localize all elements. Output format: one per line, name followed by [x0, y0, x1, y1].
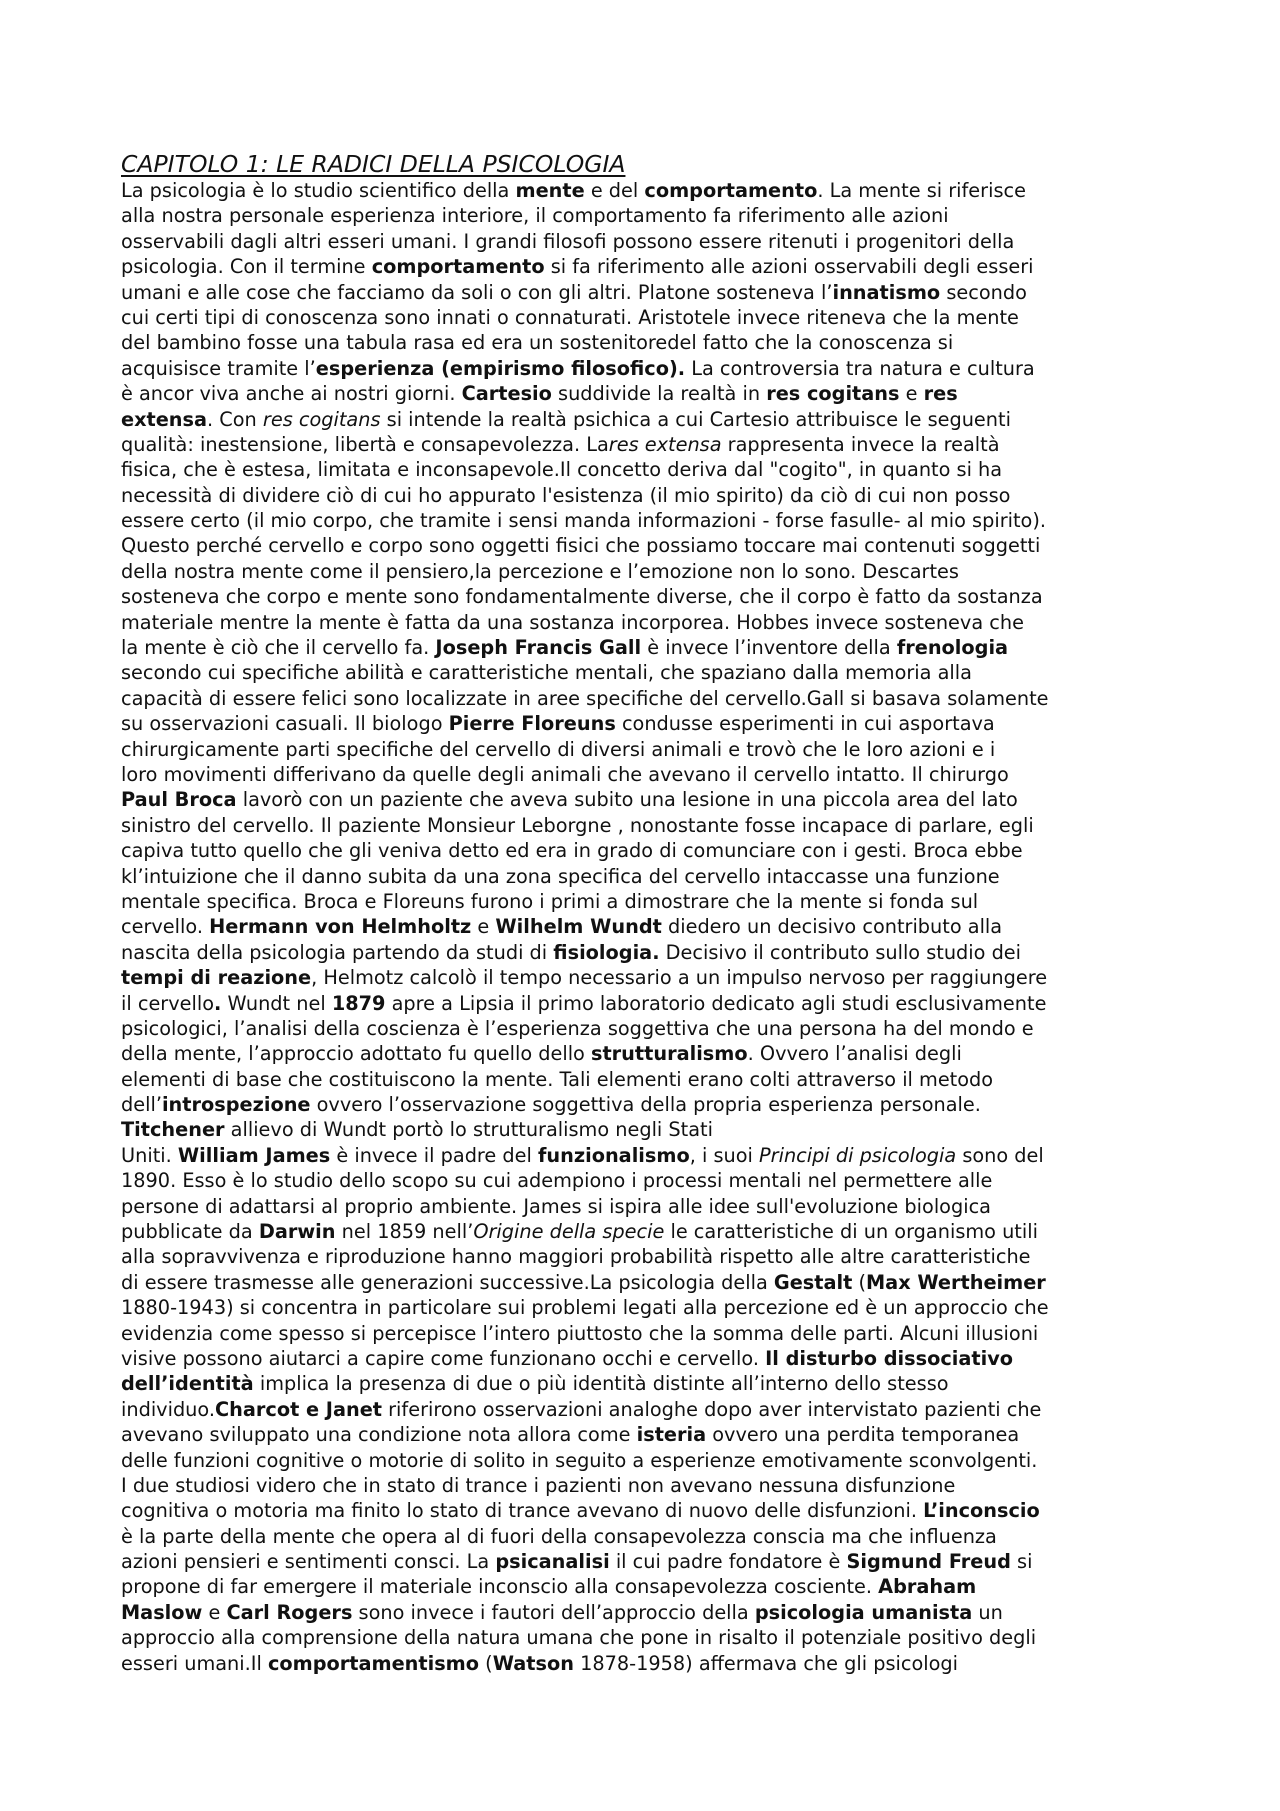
text-run: il cervello	[121, 991, 215, 1015]
text-run: evidenzia come spesso si percepisce l’intero piuttosto che la somma delle parti. Alcuni illusioni	[121, 1321, 1039, 1345]
text-run: 1878-1958) affermava che gli psicologi	[573, 1651, 959, 1675]
bold-term: Abraham	[878, 1575, 977, 1599]
text-run: elementi di base che costituiscono la mente. Tali elementi erano colti attraverso il metodo	[121, 1067, 994, 1091]
text-line	[121, 1397, 1167, 1422]
text-line	[121, 889, 1167, 914]
text-line	[121, 305, 1167, 330]
text-line	[121, 813, 1167, 838]
text-run: essere certo (il mio corpo, che tramite i sensi manda informazioni - forse fasulle- al mio spirito).	[121, 509, 1046, 533]
text-run: sinistro del cervello. Il paziente Monsieur Leborgne , nonostante fosse incapace di parlare, egli	[121, 813, 1034, 837]
bold-term: innatismo	[832, 280, 941, 304]
text-line	[121, 965, 1167, 990]
text-run: kl’intuizione che il danno subita da una zona specifica del cervello intaccasse una funzione	[121, 864, 1000, 888]
text-line	[121, 1016, 1167, 1041]
bold-term: comportamentismo	[267, 1651, 480, 1675]
text-run: materiale mentre la mente è fatta da una sostanza incorporea. Hobbes invece sosteneva che	[121, 610, 1024, 634]
italic-term: res cogitans	[262, 407, 381, 431]
italic-term: Origine della specie	[473, 1220, 665, 1244]
text-line	[121, 940, 1167, 965]
text-line	[121, 1117, 1167, 1142]
text-run: acquisisce tramite l’	[121, 356, 316, 380]
bold-term: res	[923, 382, 958, 406]
text-run: apre a Lipsia il primo laboratorio dedicato agli studi esclusivamente	[385, 991, 1047, 1015]
text-run: , Helmotz calcolò il tempo necessario a un impulso nervoso per raggiungere	[311, 966, 1048, 990]
text-line	[121, 533, 1167, 558]
text-run: della nostra mente come il pensiero,la percezione e l’emozione non lo sono. Descartes	[121, 559, 959, 583]
text-run: azioni pensieri e sentimenti consci. La	[121, 1550, 496, 1574]
bold-term: Hermann von Helmholtz	[209, 915, 472, 939]
bold-term: 1879	[331, 991, 386, 1015]
text-run: rappresenta invece la realtà	[721, 432, 1000, 456]
text-line	[121, 229, 1167, 254]
text-run: del bambino fosse una tabula rasa ed era un sostenitoredel fatto che la conoscenza si	[121, 331, 954, 355]
text-run: secondo	[940, 280, 1027, 304]
text-run: capiva tutto quello che gli veniva detto ed era in grado di comunciare con i gesti. Broca ebbe	[121, 839, 1023, 863]
bold-term: Il disturbo dissociativo	[765, 1346, 1014, 1370]
text-run: sono invece i fautori dell’approccio della	[352, 1600, 755, 1624]
text-line	[121, 254, 1167, 279]
text-line	[121, 686, 1167, 711]
bold-term: extensa	[121, 407, 208, 431]
text-run: Decisivo il contributo sullo studio dei	[659, 940, 1022, 964]
text-run: si fa riferimento alle azioni osservabili degli esseri	[544, 255, 1034, 279]
text-run: . Ovvero l’analisi degli	[747, 1042, 962, 1066]
text-line	[121, 737, 1167, 762]
body-text	[121, 178, 1167, 1676]
text-run: secondo cui specifiche abilità e caratteristiche mentali, che spaziano dalla memoria alla	[121, 661, 972, 685]
text-run: sosteneva che corpo e mente sono fondamentalmente diverse, che il corpo è fatto da sostanza	[121, 585, 1043, 609]
text-run: sono del	[956, 1143, 1044, 1167]
text-line	[121, 1574, 1167, 1599]
text-line	[121, 1448, 1167, 1473]
text-run: (	[852, 1270, 866, 1294]
text-run: nascita della psicologia partendo da studi di	[121, 940, 554, 964]
text-run: cervello.	[121, 915, 210, 939]
text-run: approccio alla comprensione della natura umana che pone in risalto il potenziale positivo degli	[121, 1626, 1037, 1650]
italic-term: res extensa	[608, 432, 722, 456]
text-run: fisica, che è estesa, limitata e inconsapevole.Il concetto deriva dal "cogito", in quanto si ha	[121, 458, 1003, 482]
text-run: La psicologia è lo studio scientifico della	[121, 179, 516, 202]
bold-term: Titchener	[121, 1118, 225, 1142]
text-run: implica la presenza di due o più identità distinte all’interno dello stesso	[253, 1372, 949, 1396]
text-run: della mente, l’approccio adottato fu quello dello	[121, 1042, 591, 1066]
text-line	[121, 838, 1167, 863]
text-run: persone di adattarsi al proprio ambiente. James si ispira alle idee sull'evoluzione biologica	[121, 1194, 991, 1218]
bold-term: Sigmund Freud	[846, 1550, 1011, 1574]
text-run: e del	[584, 179, 645, 202]
bold-term: isteria	[636, 1423, 707, 1447]
bold-term: Pierre Floreuns	[448, 712, 616, 736]
text-run: suddivide la realtà in	[551, 382, 767, 406]
text-line	[121, 914, 1167, 939]
text-line	[121, 1625, 1167, 1650]
bold-term: dell’identità	[121, 1372, 254, 1396]
text-line	[121, 584, 1167, 609]
text-run: psicologici, l’analisi della coscienza è l’esperienza soggettiva che una persona ha del mondo e	[121, 1016, 1034, 1040]
bold-term: mente	[515, 179, 585, 202]
text-run: I due studiosi videro che in stato di trance i pazienti non avevano nessuna disfunzione	[121, 1473, 956, 1497]
bold-term: tempi di reazione	[121, 966, 312, 990]
bold-term: Darwin	[258, 1220, 336, 1244]
text-run: . La mente si riferisce	[817, 179, 1026, 202]
bold-term: psicanalisi	[495, 1550, 610, 1574]
chapter-title: CAPITOLO 1: LE RADICI DELLA PSICOLOGIA	[121, 150, 626, 178]
bold-term: comportamento	[644, 179, 818, 202]
text-line	[121, 1651, 1167, 1676]
text-line	[121, 178, 1167, 203]
text-run: è invece l’inventore della	[641, 636, 897, 660]
text-run: necessità di dividere ciò di cui ho appurato l'esistenza (il mio spirito) da ciò di cui non posso	[121, 483, 1011, 507]
text-run: cognitiva o motoria ma finito lo stato di trance avevano di nuovo delle disfunzioni.	[121, 1499, 924, 1523]
bold-term: Paul Broca	[121, 788, 237, 812]
text-line	[121, 610, 1167, 635]
bold-term: Joseph Francis Gall	[435, 636, 642, 660]
text-line	[121, 1600, 1167, 1625]
text-line	[121, 1549, 1167, 1574]
bold-term: Cartesio	[461, 382, 552, 406]
text-run: Wundt nel	[221, 991, 332, 1015]
text-line	[121, 1422, 1167, 1447]
bold-term: comportamento	[371, 255, 545, 279]
bold-term: frenologia	[896, 636, 1009, 660]
text-line	[121, 330, 1167, 355]
bold-term: Charcot e Janet	[215, 1397, 382, 1421]
bold-term: strutturalismo	[590, 1042, 748, 1066]
text-run: propone di far emergere il materiale inconscio alla consapevolezza cosciente.	[121, 1575, 879, 1599]
text-run: si	[1010, 1550, 1033, 1574]
text-line	[121, 483, 1167, 508]
text-run: pubblicate da	[121, 1220, 259, 1244]
text-line	[121, 203, 1167, 228]
text-run: lavorò con un paziente che aveva subito una lesione in una piccola area del lato	[236, 788, 1018, 812]
text-line	[121, 1371, 1167, 1396]
text-line	[121, 508, 1167, 533]
text-line	[121, 1067, 1167, 1092]
text-run: di essere trasmesse alle generazioni successive.La psicologia della	[121, 1270, 774, 1294]
text-line	[121, 559, 1167, 584]
bold-term: William James	[177, 1143, 331, 1167]
text-run: chirurgicamente parti specifiche del cervello di diversi animali e trovò che le loro azioni e i	[121, 737, 996, 761]
bold-term: funzionalismo	[538, 1143, 690, 1167]
text-run: condusse esperimenti in cui asportava	[615, 712, 995, 736]
text-line	[121, 457, 1167, 482]
bold-term: Max Wertheimer	[866, 1270, 1046, 1294]
text-line	[121, 1041, 1167, 1066]
text-run: allievo di Wundt portò lo strutturalismo negli Stati	[224, 1118, 713, 1142]
text-run: un	[972, 1600, 1003, 1624]
text-line	[121, 356, 1167, 381]
bold-term: introspezione	[161, 1093, 311, 1117]
text-run: mentale specifica. Broca e Floreuns furono i primi a dimostrare che la mente si fonda sul	[121, 889, 979, 913]
text-run: e	[202, 1600, 227, 1624]
text-line	[121, 1346, 1167, 1371]
text-line	[121, 1219, 1167, 1244]
text-line	[121, 1270, 1167, 1295]
bold-term: fisiologia.	[553, 940, 660, 964]
text-line	[121, 762, 1167, 787]
text-line	[121, 1498, 1167, 1523]
text-run: dell’	[121, 1093, 162, 1117]
text-run: osservabili dagli altri esseri umani. I grandi filosofi possono essere ritenuti i progenitori della	[121, 229, 1015, 253]
bold-term: Wilhelm Wundt	[495, 915, 662, 939]
text-line	[121, 991, 1167, 1016]
text-run: La controversia tra natura e cultura	[685, 356, 1035, 380]
text-run: Uniti.	[121, 1143, 178, 1167]
text-line	[121, 864, 1167, 889]
italic-term: Principi di psicologia	[759, 1143, 957, 1167]
text-line	[121, 1244, 1167, 1269]
document-content	[121, 150, 1167, 1676]
text-run: cui certi tipi di conoscenza sono innati o connaturati. Aristotele invece riteneva che la mente	[121, 305, 1019, 329]
text-run: esseri umani.Il	[121, 1651, 268, 1675]
text-run: (	[479, 1651, 493, 1675]
text-line	[121, 432, 1167, 457]
text-line	[121, 1092, 1167, 1117]
text-run: Questo perché cervello e corpo sono oggetti fisici che possiamo toccare mai contenuti soggetti	[121, 534, 1041, 558]
text-run: ovvero l’osservazione soggettiva della propria esperienza personale.	[310, 1093, 981, 1117]
text-line	[121, 407, 1167, 432]
text-run: capacità di essere felici sono localizzate in aree specifiche del cervello.Gall si basava solamente	[121, 686, 1049, 710]
bold-term: psicologia umanista	[754, 1600, 973, 1624]
text-run: avevano sviluppato una condizione nota allora come	[121, 1423, 637, 1447]
bold-term: Carl Rogers	[226, 1600, 353, 1624]
text-run: loro movimenti differivano da quelle degli animali che avevano il cervello intatto. Il chirurgo	[121, 762, 1009, 786]
text-run: . Con	[207, 407, 263, 431]
text-run: il cui padre fondatore è	[609, 1550, 847, 1574]
text-line	[121, 660, 1167, 685]
text-run: visive possono aiutarci a capire come funzionano occhi e cervello.	[121, 1346, 766, 1370]
text-run: psicologia. Con il termine	[121, 255, 372, 279]
text-run: riferirono osservazioni analoghe dopo aver intervistato pazienti che	[382, 1397, 1042, 1421]
text-run: 1880-1943) si concentra in particolare sui problemi legati alla percezione ed è un approccio che	[121, 1296, 1049, 1320]
text-line	[121, 1321, 1167, 1346]
text-run: umani e alle cose che facciamo da soli o con gli altri. Platone sosteneva l’	[121, 280, 833, 304]
text-run: , i suoi	[689, 1143, 760, 1167]
text-run: diedero un decisivo contributo alla	[661, 915, 1003, 939]
text-run: individuo.	[121, 1397, 215, 1421]
text-line	[121, 1168, 1167, 1193]
bold-term: Maslow	[121, 1600, 203, 1624]
text-run: su osservazioni casuali. Il biologo	[121, 712, 449, 736]
text-run: le caratteristiche di un organismo utili	[664, 1220, 1038, 1244]
text-run: la mente è ciò che il cervello fa.	[121, 636, 436, 660]
text-run: è la parte della mente che opera al di fuori della consapevolezza conscia ma che influenza	[121, 1524, 997, 1548]
text-line	[121, 280, 1167, 305]
text-line	[121, 1524, 1167, 1549]
text-run: ovvero una perdita temporanea	[706, 1423, 1020, 1447]
text-line	[121, 635, 1167, 660]
text-run: delle funzioni cognitive o motorie di solito in seguito a esperienze emotivamente sconvolgenti.	[121, 1448, 1038, 1472]
text-line	[121, 1143, 1167, 1168]
text-run: è invece il padre del	[330, 1143, 539, 1167]
text-line	[121, 1473, 1167, 1498]
text-run: nel 1859 nell’	[335, 1220, 474, 1244]
text-run: 1890. Esso è lo studio dello scopo su cui adempiono i processi mentali nel permettere alle	[121, 1169, 993, 1193]
text-line	[121, 711, 1167, 736]
bold-term: esperienza (empirismo filosofico).	[315, 356, 686, 380]
text-run: è ancor viva anche ai nostri giorni.	[121, 382, 462, 406]
bold-term: L’inconscio	[923, 1499, 1040, 1523]
text-line	[121, 1194, 1167, 1219]
text-run: si intende la realtà psichica a cui Cartesio attribuisce le seguenti	[380, 407, 1011, 431]
text-run: e	[471, 915, 496, 939]
text-run: e	[899, 382, 924, 406]
text-line	[121, 381, 1167, 406]
text-run: alla nostra personale esperienza interiore, il comportamento fa riferimento alle azioni	[121, 204, 949, 228]
bold-term: Watson	[492, 1651, 574, 1675]
bold-term: res cogitans	[766, 382, 900, 406]
bold-term: Gestalt	[773, 1270, 853, 1294]
text-line	[121, 787, 1167, 812]
text-line	[121, 1295, 1167, 1320]
bold-term: .	[214, 991, 222, 1015]
text-run: alla sopravvivenza e riproduzione hanno maggiori probabilità rispetto alle altre caratteristiche	[121, 1245, 1031, 1269]
text-run: qualità: inestensione, libertà e consapevolezza. La	[121, 432, 609, 456]
